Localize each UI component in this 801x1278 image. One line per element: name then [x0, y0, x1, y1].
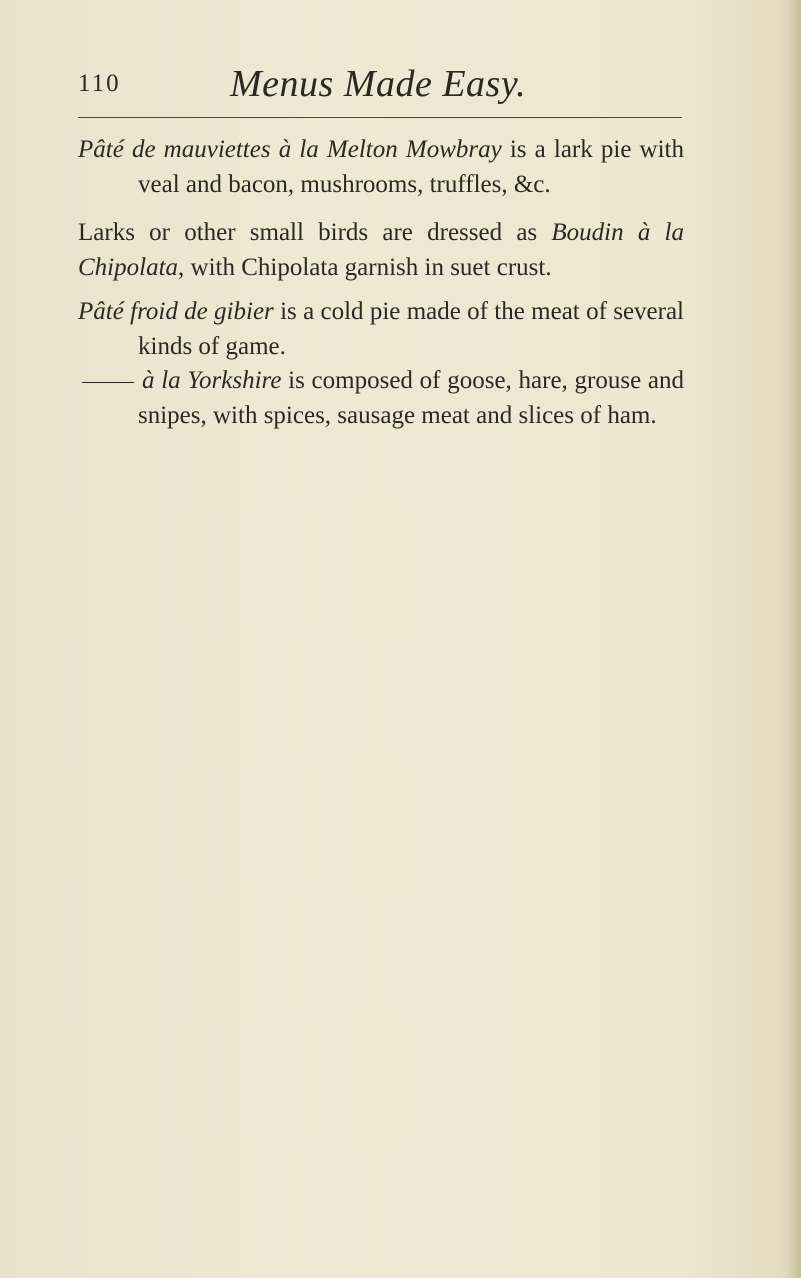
- entry-text: is a lark pie with veal and bacon, mushrooms, truffles, &c.: [138, 136, 684, 198]
- header-rule: [78, 117, 682, 118]
- running-header: [78, 62, 682, 112]
- entry-pate-froid: [78, 285, 684, 364]
- entry-text: is composed of goose, hare, grouse and snipes, with spices, sausage meat and slices of ham.: [138, 367, 684, 429]
- entry-term: Pâté de mauviettes à la Melton Mowbray: [78, 136, 502, 163]
- ditto-dash: [82, 382, 134, 383]
- entry-yorkshire: [78, 364, 684, 433]
- running-title: Menus Made Easy.: [230, 63, 527, 105]
- entry-pate-mauviettes: [78, 133, 684, 202]
- paragraph-larks: [78, 202, 684, 285]
- entry-text: is a cold pie made of the meat of several kinds of game.: [138, 298, 685, 360]
- entry-term: Boudin à la Chipolata: [78, 219, 684, 281]
- page-number: 110: [78, 70, 121, 97]
- page-edge-shadow: [787, 0, 801, 1278]
- entry-term: à la Yorkshire: [142, 367, 282, 394]
- page-body: [78, 133, 684, 433]
- paragraph-lead: Larks or other small birds are dressed as: [78, 219, 552, 246]
- entry-term: Pâté froid de gibier: [78, 298, 274, 325]
- entry-text: , with Chipolata garnish in suet crust.: [178, 253, 552, 281]
